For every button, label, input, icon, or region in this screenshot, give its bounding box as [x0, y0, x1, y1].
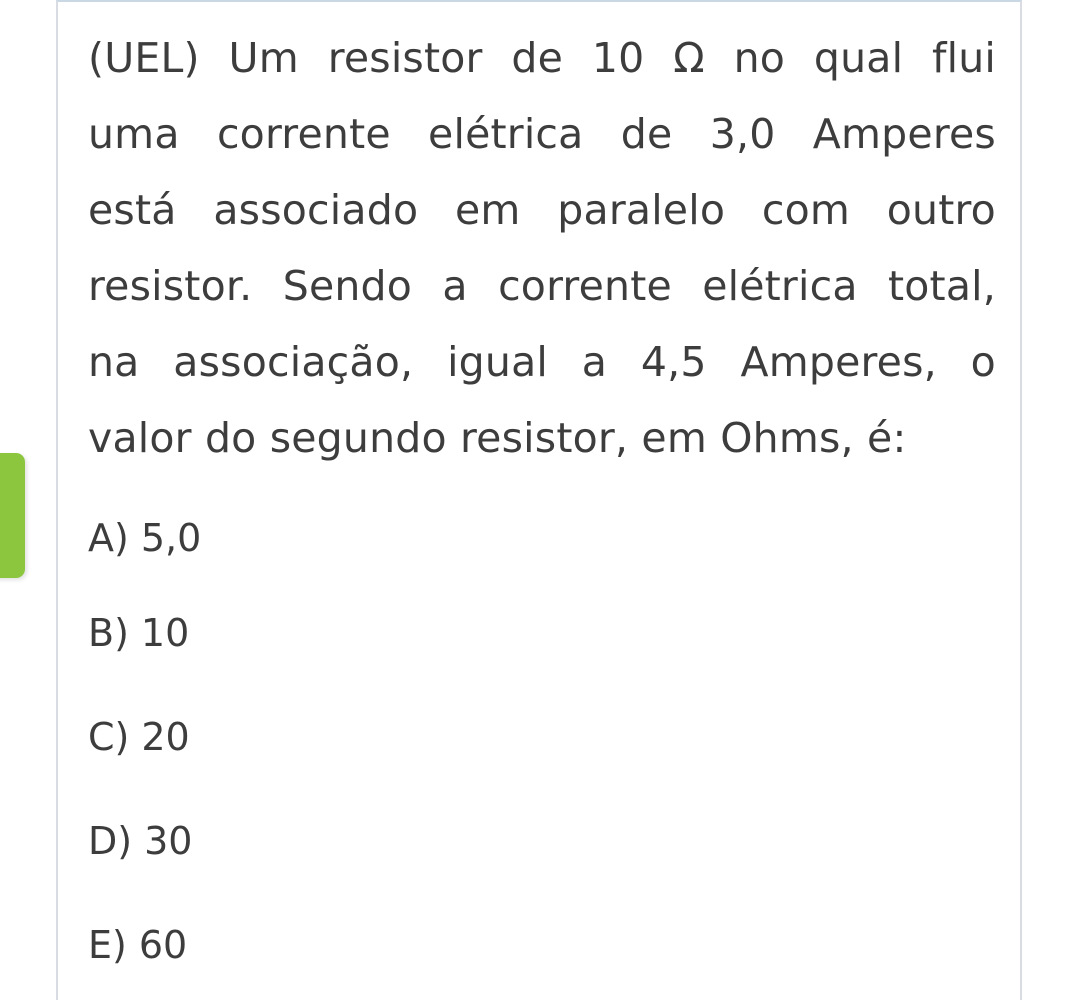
option-letter: E): [88, 923, 127, 967]
option-letter: B): [88, 611, 129, 655]
question-line: valor do segundo resistor, em Ohms, é:: [88, 414, 907, 462]
question-line: está associado em paralelo com outro: [88, 186, 996, 234]
option-value: 60: [138, 923, 188, 967]
option-d[interactable]: [88, 789, 688, 893]
option-a[interactable]: [88, 495, 688, 581]
option-b[interactable]: [88, 581, 688, 685]
option-value: 20: [141, 715, 190, 759]
answer-options: [88, 495, 688, 997]
option-letter: A): [88, 516, 129, 560]
question-line: uma corrente elétrica de 3,0 Amperes: [88, 110, 996, 158]
question-line: na associação, igual a 4,5 Amperes, o: [88, 338, 996, 386]
option-e[interactable]: [88, 893, 688, 997]
option-c[interactable]: [88, 685, 688, 789]
option-letter: C): [88, 715, 130, 759]
question-line: resistor. Sendo a corrente elétrica total,: [88, 262, 996, 310]
side-tab-marker[interactable]: [0, 453, 25, 578]
option-letter: D): [88, 819, 133, 863]
option-value: 5,0: [140, 516, 202, 560]
question-text: [88, 20, 996, 476]
question-line: (UEL) Um resistor de 10 Ω no qual flui: [88, 34, 996, 82]
option-value: 30: [144, 819, 193, 863]
option-value: 10: [140, 611, 190, 655]
